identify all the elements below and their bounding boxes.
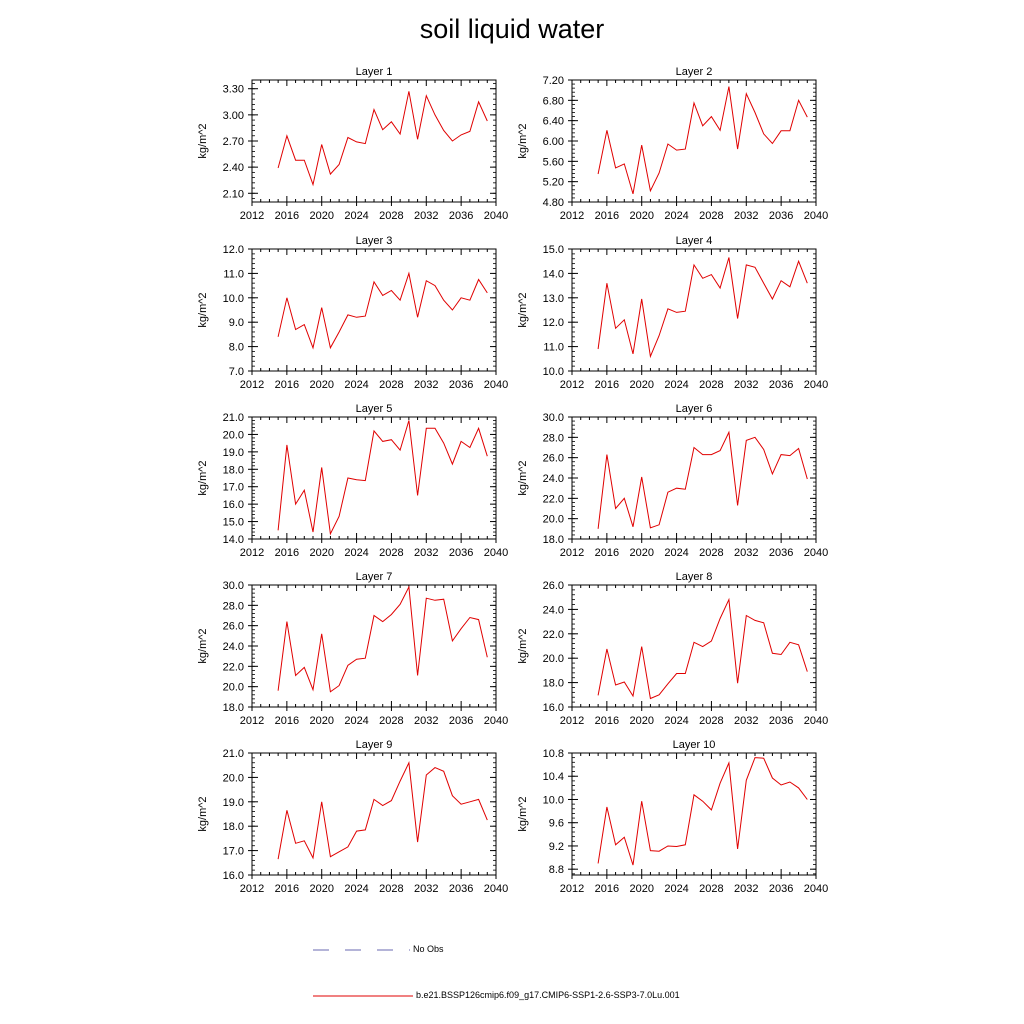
y-tick-label: 7.20 [542,75,564,87]
panel-layer-2 [517,66,828,222]
panel-layer-10 [517,739,828,895]
x-tick-label: 2024 [344,379,369,391]
series-line [278,91,487,184]
y-tick-label: 16.0 [542,702,564,714]
x-tick-label: 2012 [239,547,265,559]
y-tick-label: 5.60 [542,156,564,169]
x-tick-label: 2040 [803,379,829,391]
y-tick-label: 28.0 [542,432,564,445]
x-tick-label: 2040 [803,883,829,895]
plot-frame [252,753,496,875]
y-tick-label: 15.0 [222,516,244,529]
y-tick-label: 5.20 [542,176,564,189]
y-axis-label: kg/m^2 [197,796,209,832]
panel-layer-5 [197,403,508,559]
y-tick-label: 26.0 [222,620,244,633]
x-tick-label: 2028 [699,379,724,391]
y-tick-label: 22.0 [542,628,564,641]
y-tick-label: 18.0 [222,821,244,834]
x-tick-label: 2028 [699,210,724,222]
plot-frame [252,249,496,371]
y-tick-label: 15.0 [542,244,564,256]
y-tick-label: 11.0 [223,268,244,281]
x-tick-label: 2020 [629,379,654,391]
series-line [598,600,807,699]
x-tick-label: 2012 [559,210,585,222]
y-axis-label: kg/m^2 [517,628,529,664]
x-tick-label: 2024 [344,547,369,559]
x-tick-label: 2012 [559,715,585,727]
y-tick-label: 2.40 [222,162,244,175]
y-tick-label: 24.0 [222,641,244,653]
y-axis-label: kg/m^2 [197,628,209,664]
x-tick-label: 2040 [483,715,509,727]
y-tick-label: 12.0 [542,317,564,330]
panel-title: Layer 6 [675,403,713,415]
x-tick-label: 2016 [274,210,300,222]
y-axis-label: kg/m^2 [517,123,529,159]
x-tick-label: 2028 [379,547,404,559]
y-tick-label: 24.0 [542,473,564,485]
y-tick-label: 6.80 [542,95,564,108]
x-tick-label: 2032 [414,715,439,727]
y-tick-label: 20.0 [222,681,244,694]
y-tick-label: 30.0 [542,412,564,424]
y-tick-label: 10.4 [542,771,564,784]
x-tick-label: 2020 [309,210,334,222]
x-tick-label: 2020 [309,547,334,559]
legend-entry-model [416,990,680,1000]
y-tick-label: 8.8 [548,864,564,877]
x-tick-label: 2040 [803,547,829,559]
x-tick-label: 2016 [594,715,620,727]
plot-frame [572,585,816,707]
x-tick-label: 2020 [309,715,334,727]
x-tick-label: 2016 [594,547,620,559]
y-tick-label: 9.0 [228,317,244,330]
x-tick-label: 2040 [483,210,509,222]
panel-title: Layer 7 [355,571,393,583]
y-tick-label: 17.0 [222,481,244,494]
y-axis-label: kg/m^2 [517,796,529,832]
series-line [278,763,487,859]
x-tick-label: 2016 [274,379,300,391]
y-tick-label: 20.0 [222,429,244,442]
x-tick-label: 2032 [734,210,759,222]
x-tick-label: 2024 [664,210,689,222]
x-tick-label: 2036 [768,210,794,222]
panel-title: Layer 9 [355,739,393,751]
x-tick-label: 2024 [664,379,689,391]
y-tick-label: 26.0 [542,452,564,465]
y-tick-label: 10.8 [542,748,564,760]
y-tick-label: 22.0 [222,661,244,674]
series-line [278,587,487,692]
x-tick-label: 2020 [309,379,334,391]
x-tick-label: 2036 [448,715,474,727]
y-tick-label: 6.40 [542,115,564,128]
plot-frame [252,417,496,539]
x-tick-label: 2032 [414,210,439,222]
x-tick-label: 2028 [379,210,404,222]
y-tick-label: 18.0 [222,464,244,477]
x-tick-label: 2012 [239,883,265,895]
y-tick-label: 26.0 [542,580,564,592]
y-tick-label: 18.0 [542,677,564,690]
x-tick-label: 2040 [803,210,829,222]
x-tick-label: 2016 [274,883,300,895]
series-line [598,87,807,194]
y-axis-label: kg/m^2 [517,292,529,328]
x-tick-label: 2016 [274,715,300,727]
x-tick-label: 2028 [379,715,404,727]
x-tick-label: 2016 [594,379,620,391]
x-tick-label: 2024 [664,715,689,727]
x-tick-label: 2032 [414,883,439,895]
y-tick-label: 6.00 [542,136,564,148]
panel-layer-4 [517,235,828,391]
x-tick-label: 2032 [734,883,759,895]
y-tick-label: 10.0 [222,292,244,305]
y-tick-label: 10.0 [542,794,564,807]
y-tick-label: 19.0 [222,796,244,809]
x-tick-label: 2036 [768,883,794,895]
x-tick-label: 2024 [344,210,369,222]
x-tick-label: 2036 [448,210,474,222]
x-tick-label: 2028 [699,883,724,895]
panel-layer-8 [517,571,828,727]
panel-title: Layer 8 [675,571,713,583]
y-tick-label: 18.0 [222,702,244,714]
legend-entry-obs [413,944,444,954]
y-tick-label: 16.0 [222,499,244,512]
y-tick-label: 21.0 [222,748,244,760]
plot-frame [572,80,816,202]
x-tick-label: 2028 [699,547,724,559]
y-axis-label: kg/m^2 [517,460,529,496]
x-tick-label: 2036 [768,547,794,559]
y-tick-label: 20.0 [542,513,564,526]
chart-title: soil liquid water [419,14,605,44]
legend [313,950,413,996]
x-tick-label: 2032 [414,379,439,391]
x-tick-label: 2020 [629,210,654,222]
y-tick-label: 30.0 [222,580,244,592]
x-tick-label: 2028 [379,379,404,391]
x-tick-label: 2024 [344,715,369,727]
x-tick-label: 2036 [768,715,794,727]
x-tick-label: 2036 [448,379,474,391]
series-line [278,273,487,347]
legend-label-obs: No Obs [413,944,444,954]
x-tick-label: 2020 [629,883,654,895]
x-tick-label: 2032 [414,547,439,559]
panel-title: Layer 5 [355,403,393,415]
x-tick-label: 2012 [239,210,265,222]
y-tick-label: 12.0 [222,244,244,256]
y-tick-label: 20.0 [542,653,564,666]
y-tick-label: 10.0 [542,366,564,378]
x-tick-label: 2016 [274,547,300,559]
y-tick-label: 4.80 [542,197,564,209]
y-tick-label: 21.0 [222,412,244,424]
y-axis-label: kg/m^2 [197,292,209,328]
x-tick-label: 2040 [483,379,509,391]
y-axis-label: kg/m^2 [197,123,209,159]
panel-title: Layer 2 [675,66,713,78]
y-tick-label: 17.0 [222,845,244,858]
x-tick-label: 2028 [699,715,724,727]
plot-frame [252,585,496,707]
y-tick-label: 24.0 [542,604,564,617]
x-tick-label: 2036 [448,547,474,559]
panel-title: Layer 4 [675,235,713,247]
panel-layer-1 [197,66,508,222]
y-tick-label: 3.00 [222,109,244,122]
x-tick-label: 2012 [239,379,265,391]
y-tick-label: 2.70 [222,136,244,148]
panel-title: Layer 3 [355,235,393,247]
panel-layer-6 [517,403,828,559]
y-tick-label: 9.6 [548,817,564,830]
plot-frame [572,417,816,539]
x-tick-label: 2020 [629,715,654,727]
legend-label-model: b.e21.BSSP126cmip6.f09_g17.CMIP6-SSP1-2.6-SSP3-7.0Lu.001 [416,990,680,1000]
y-tick-label: 2.10 [222,188,244,201]
series-line [598,258,807,357]
x-tick-label: 2012 [239,715,265,727]
y-tick-label: 18.0 [542,534,564,546]
y-tick-label: 11.0 [543,341,564,354]
y-tick-label: 13.0 [542,292,564,305]
x-tick-label: 2012 [559,379,585,391]
panel-layer-3 [197,235,508,391]
y-axis-label: kg/m^2 [197,460,209,496]
x-tick-label: 2040 [483,547,509,559]
x-tick-label: 2012 [559,547,585,559]
x-tick-label: 2016 [594,883,620,895]
x-tick-label: 2040 [483,883,509,895]
x-tick-label: 2024 [664,547,689,559]
panel-layer-9 [197,739,508,895]
x-tick-label: 2016 [594,210,620,222]
x-tick-label: 2024 [664,883,689,895]
y-tick-label: 22.0 [542,493,564,506]
y-tick-label: 28.0 [222,600,244,613]
y-tick-label: 7.0 [228,366,244,378]
series-line [598,432,807,529]
x-tick-label: 2028 [379,883,404,895]
series-line [598,758,807,866]
x-tick-label: 2036 [768,379,794,391]
x-tick-label: 2032 [734,715,759,727]
x-tick-label: 2020 [629,547,654,559]
x-tick-label: 2032 [734,379,759,391]
y-tick-label: 14.0 [542,268,564,281]
x-tick-label: 2040 [803,715,829,727]
y-tick-label: 19.0 [222,446,244,459]
series-line [278,421,487,534]
y-tick-label: 8.0 [228,341,244,354]
y-tick-label: 3.30 [222,83,244,96]
x-tick-label: 2020 [309,883,334,895]
panel-title: Layer 10 [672,739,716,751]
y-tick-label: 20.0 [222,772,244,785]
y-tick-label: 16.0 [222,870,244,882]
panel-title: Layer 1 [355,66,393,78]
panel-layer-7 [197,571,508,727]
x-tick-label: 2036 [448,883,474,895]
x-tick-label: 2032 [734,547,759,559]
x-tick-label: 2024 [344,883,369,895]
y-tick-label: 9.2 [548,840,564,853]
y-tick-label: 14.0 [222,534,244,546]
x-tick-label: 2012 [559,883,585,895]
